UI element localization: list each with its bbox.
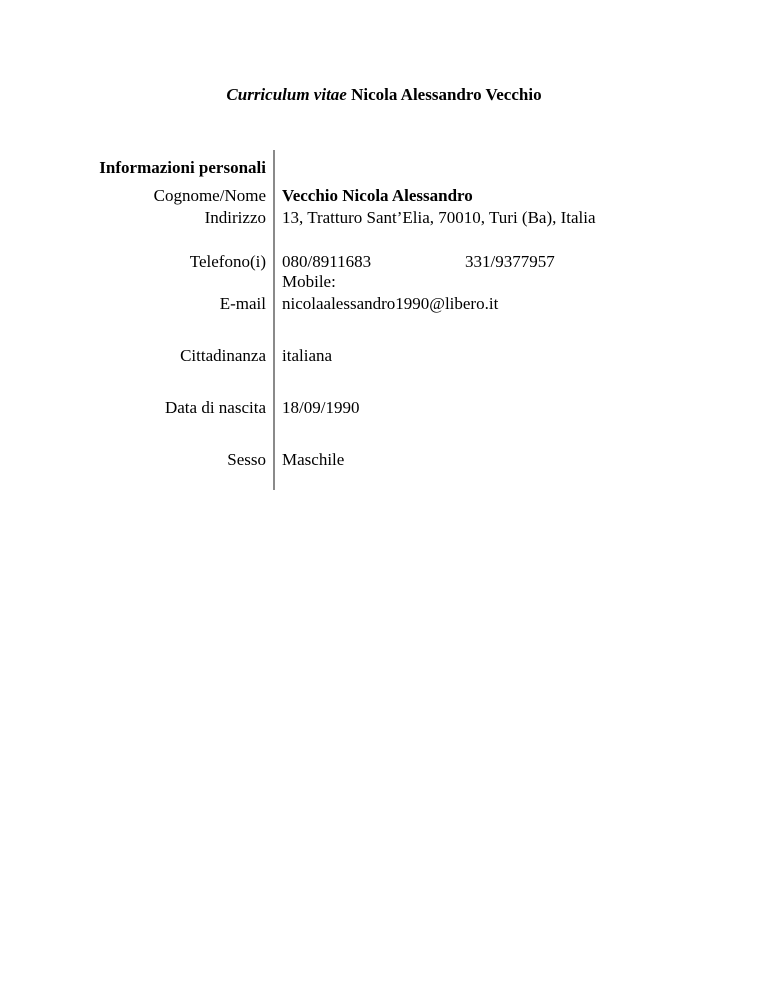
title-name: Nicola Alessandro Vecchio (351, 85, 542, 104)
email-label: E-mail (219, 294, 266, 313)
sex-label: Sesso (227, 450, 266, 469)
section-heading: Informazioni personali (99, 158, 266, 177)
sex-value: Maschile (282, 450, 345, 469)
page-title (0, 84, 768, 106)
email-value: nicolaalessandro1990@libero.it (282, 294, 499, 313)
phone-value: 080/8911683 (282, 252, 372, 271)
name-label: Cognome/Nome (153, 186, 266, 205)
address-label: Indirizzo (204, 208, 266, 227)
mobile-label: Mobile: (282, 272, 336, 291)
birthdate-value: 18/09/1990 (282, 398, 360, 417)
column-divider (273, 150, 275, 490)
mobile-value: 331/9377957 (465, 252, 555, 271)
title-italic: Curriculum vitae (226, 85, 347, 104)
birthdate-label: Data di nascita (164, 398, 266, 417)
phone-label: Telefono(i) (189, 252, 266, 271)
address-value: 13, Tratturo Sant’Elia, 70010, Turi (Ba), Italia (282, 208, 596, 227)
citizenship-value: italiana (282, 346, 333, 365)
name-value: Vecchio Nicola Alessandro (282, 186, 473, 205)
citizenship-label: Cittadinanza (180, 346, 266, 365)
